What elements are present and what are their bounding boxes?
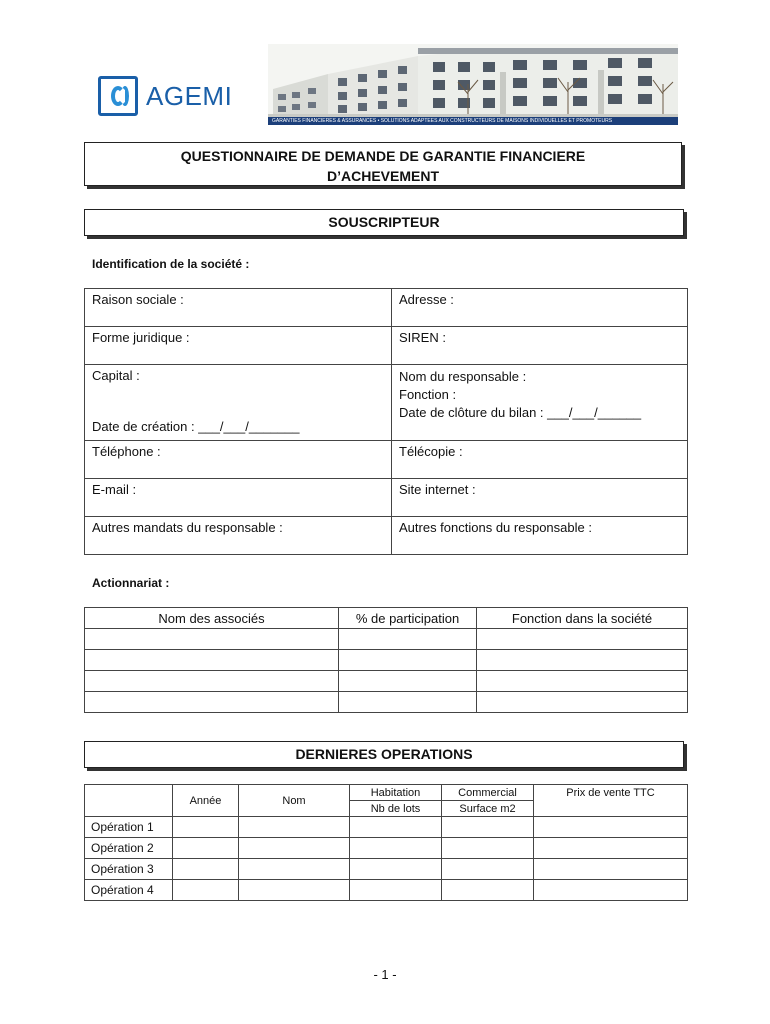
header-participation: % de participation xyxy=(339,608,477,629)
adresse-field[interactable]: Adresse : xyxy=(392,289,688,327)
table-cell[interactable] xyxy=(85,671,339,692)
operation-label: Opération 3 xyxy=(85,859,173,880)
siren-field[interactable]: SIREN : xyxy=(392,327,688,365)
table-row xyxy=(85,817,688,838)
telecopie-field[interactable]: Télécopie : xyxy=(392,441,688,479)
header-surface: Surface m2 xyxy=(442,801,534,817)
date-creation-field[interactable]: Date de création : ___/___/_______ xyxy=(92,419,300,434)
table-cell[interactable] xyxy=(239,838,350,859)
table-cell[interactable] xyxy=(534,859,688,880)
table-cell[interactable] xyxy=(477,671,688,692)
header-habitation: Habitation xyxy=(350,785,442,801)
table-cell[interactable] xyxy=(173,880,239,901)
site-internet-field[interactable]: Site internet : xyxy=(392,479,688,517)
operation-label: Opération 4 xyxy=(85,880,173,901)
table-row xyxy=(85,859,688,880)
banner-caption: GARANTIES FINANCIERES & ASSURANCES • SOLUTIONS ADAPTEES AUX CONSTRUCTEURS DE MAISONS INDIVIDUELLES ET PROMOTEURS xyxy=(268,117,678,125)
table-row xyxy=(85,629,688,650)
capital-field[interactable]: Capital : xyxy=(92,368,140,383)
table-cell[interactable] xyxy=(534,817,688,838)
table-row xyxy=(85,838,688,859)
buildings-banner-image xyxy=(268,44,678,124)
table-cell[interactable] xyxy=(239,880,350,901)
header-nom-associes: Nom des associés xyxy=(85,608,339,629)
title-line-2: D’ACHEVEMENT xyxy=(326,168,439,184)
table-cell[interactable] xyxy=(534,838,688,859)
fonction-field[interactable]: Fonction : xyxy=(399,387,457,402)
operations-table xyxy=(84,784,688,901)
table-cell[interactable] xyxy=(534,880,688,901)
shareholders-table xyxy=(84,607,688,713)
operation-label: Opération 1 xyxy=(85,817,173,838)
document-title xyxy=(84,142,682,186)
section-heading-operations: DERNIERES OPERATIONS xyxy=(84,741,684,768)
agemi-logo xyxy=(98,74,238,118)
header-nb-lots: Nb de lots xyxy=(350,801,442,817)
table-cell[interactable] xyxy=(442,859,534,880)
table-cell[interactable] xyxy=(477,650,688,671)
actionnariat-label: Actionnariat : xyxy=(92,576,170,590)
title-line-1: QUESTIONNAIRE DE DEMANDE DE GARANTIE FINANCIERE xyxy=(180,148,586,164)
table-cell[interactable] xyxy=(350,817,442,838)
nom-responsable-field[interactable]: Nom du responsable : xyxy=(399,369,527,384)
email-field[interactable]: E-mail : xyxy=(85,479,392,517)
operation-label: Opération 2 xyxy=(85,838,173,859)
forme-juridique-field[interactable]: Forme juridique : xyxy=(85,327,392,365)
raison-sociale-field[interactable]: Raison sociale : xyxy=(85,289,392,327)
table-cell[interactable] xyxy=(339,671,477,692)
table-cell[interactable] xyxy=(239,859,350,880)
header-annee: Année xyxy=(173,785,239,817)
logo-text: AGEMI xyxy=(146,80,233,111)
table-cell[interactable] xyxy=(85,629,339,650)
table-cell[interactable] xyxy=(173,817,239,838)
table-cell[interactable] xyxy=(350,880,442,901)
responsable-cell[interactable] xyxy=(392,365,688,441)
section-heading-souscripteur: SOUSCRIPTEUR xyxy=(84,209,684,236)
autres-mandats-field[interactable]: Autres mandats du responsable : xyxy=(85,517,392,555)
table-cell[interactable] xyxy=(350,838,442,859)
identification-table xyxy=(84,288,688,555)
agemi-logo-icon xyxy=(98,76,138,116)
table-cell[interactable] xyxy=(442,838,534,859)
table-cell[interactable] xyxy=(173,838,239,859)
telephone-field[interactable]: Téléphone : xyxy=(85,441,392,479)
table-row xyxy=(85,880,688,901)
empty-corner-cell xyxy=(85,785,173,817)
table-row xyxy=(85,671,688,692)
table-cell[interactable] xyxy=(442,880,534,901)
header-commercial: Commercial xyxy=(442,785,534,801)
identification-label: Identification de la société : xyxy=(92,257,250,271)
header-nom: Nom xyxy=(239,785,350,817)
table-row xyxy=(85,692,688,713)
table-cell[interactable] xyxy=(339,650,477,671)
table-cell[interactable] xyxy=(477,692,688,713)
table-cell[interactable] xyxy=(477,629,688,650)
table-cell[interactable] xyxy=(442,817,534,838)
capital-creation-cell[interactable] xyxy=(85,365,392,441)
date-cloture-field[interactable]: Date de clôture du bilan : ___/___/______ xyxy=(399,405,642,420)
table-cell[interactable] xyxy=(173,859,239,880)
autres-fonctions-field[interactable]: Autres fonctions du responsable : xyxy=(392,517,688,555)
page-number: - 1 - xyxy=(373,967,397,982)
header-prix-vente: Prix de vente TTC xyxy=(534,785,688,817)
table-row xyxy=(85,650,688,671)
table-cell[interactable] xyxy=(239,817,350,838)
table-cell[interactable] xyxy=(85,692,339,713)
table-cell[interactable] xyxy=(350,859,442,880)
table-cell[interactable] xyxy=(339,629,477,650)
table-cell[interactable] xyxy=(85,650,339,671)
table-cell[interactable] xyxy=(339,692,477,713)
header-fonction-societe: Fonction dans la société xyxy=(477,608,688,629)
